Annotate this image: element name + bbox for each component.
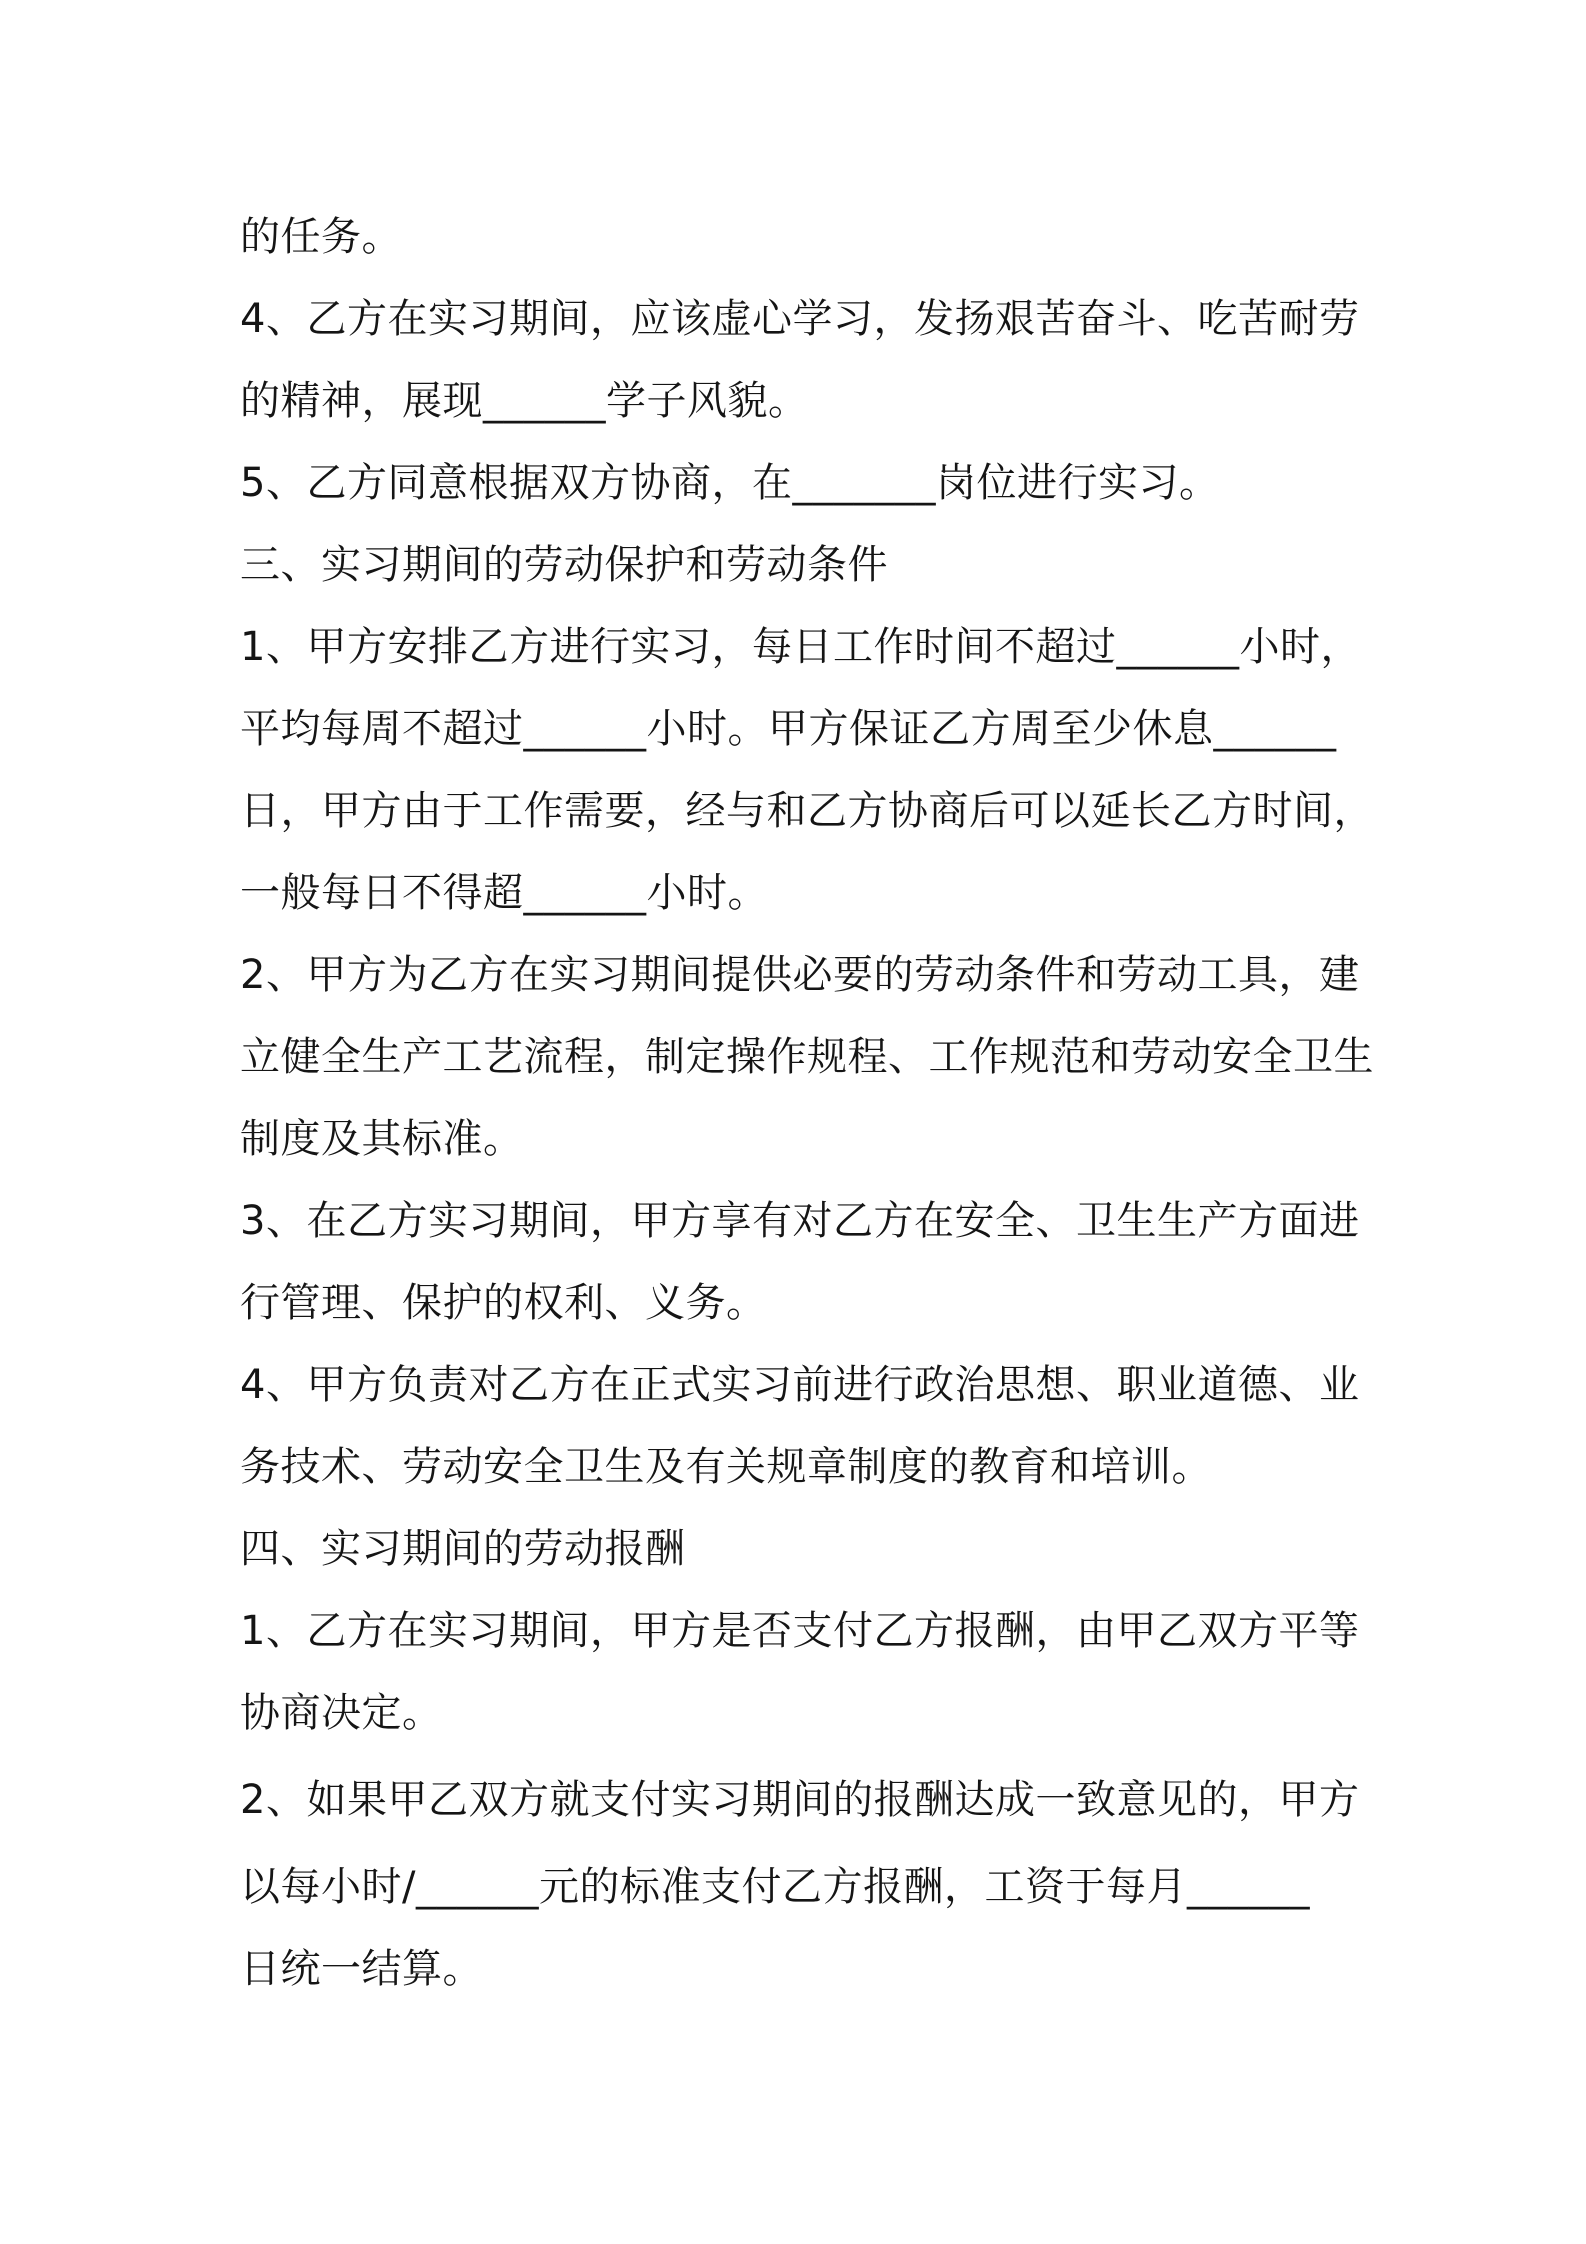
text-line: 3、在乙方实习期间，甲方享有对乙方在安全、卫生生产方面进 [240, 1198, 1360, 1244]
text-line: 5、乙方同意根据双方协商，在_______岗位进行实习。 [240, 460, 1220, 506]
text-line: 1、甲方安排乙方进行实习，每日工作时间不超过______小时， [240, 624, 1361, 670]
text-line: 日统一结算。 [240, 1946, 483, 1992]
text-line: 4、甲方负责对乙方在正式实习前进行政治思想、职业道德、业 [240, 1362, 1360, 1408]
section-heading: 四、实习期间的劳动报酬 [240, 1526, 686, 1572]
text-line: 1、乙方在实习期间，甲方是否支付乙方报酬，由甲乙双方平等 [240, 1608, 1360, 1654]
text-line: 4、乙方在实习期间，应该虚心学习，发扬艰苦奋斗、吃苦耐劳 [240, 296, 1360, 342]
text-line: 2、如果甲乙双方就支付实习期间的报酬达成一致意见的，甲方 [240, 1777, 1360, 1823]
document-body [240, 196, 1374, 2010]
text-line: 制度及其标准。 [240, 1116, 524, 1162]
text-line: 务技术、劳动安全卫生及有关规章制度的教育和培训。 [240, 1444, 1212, 1490]
text-line: 以每小时/______元的标准支付乙方报酬，工资于每月______ [240, 1864, 1310, 1910]
text-line: 2、甲方为乙方在实习期间提供必要的劳动条件和劳动工具，建 [240, 952, 1360, 998]
text-line: 的任务。 [240, 214, 402, 260]
text-line: 协商决定。 [240, 1690, 443, 1736]
text-line: 行管理、保护的权利、义务。 [240, 1280, 767, 1326]
text-line: 一般每日不得超______小时。 [240, 870, 768, 916]
text-line: 日，甲方由于工作需要，经与和乙方协商后可以延长乙方时间， [240, 788, 1374, 834]
text-line: 平均每周不超过______小时。甲方保证乙方周至少休息______ [240, 706, 1337, 752]
text-line: 的精神，展现______学子风貌。 [240, 378, 809, 424]
text-line: 立健全生产工艺流程，制定操作规程、工作规范和劳动安全卫生 [240, 1034, 1374, 1080]
section-heading: 三、实习期间的劳动保护和劳动条件 [240, 542, 888, 588]
